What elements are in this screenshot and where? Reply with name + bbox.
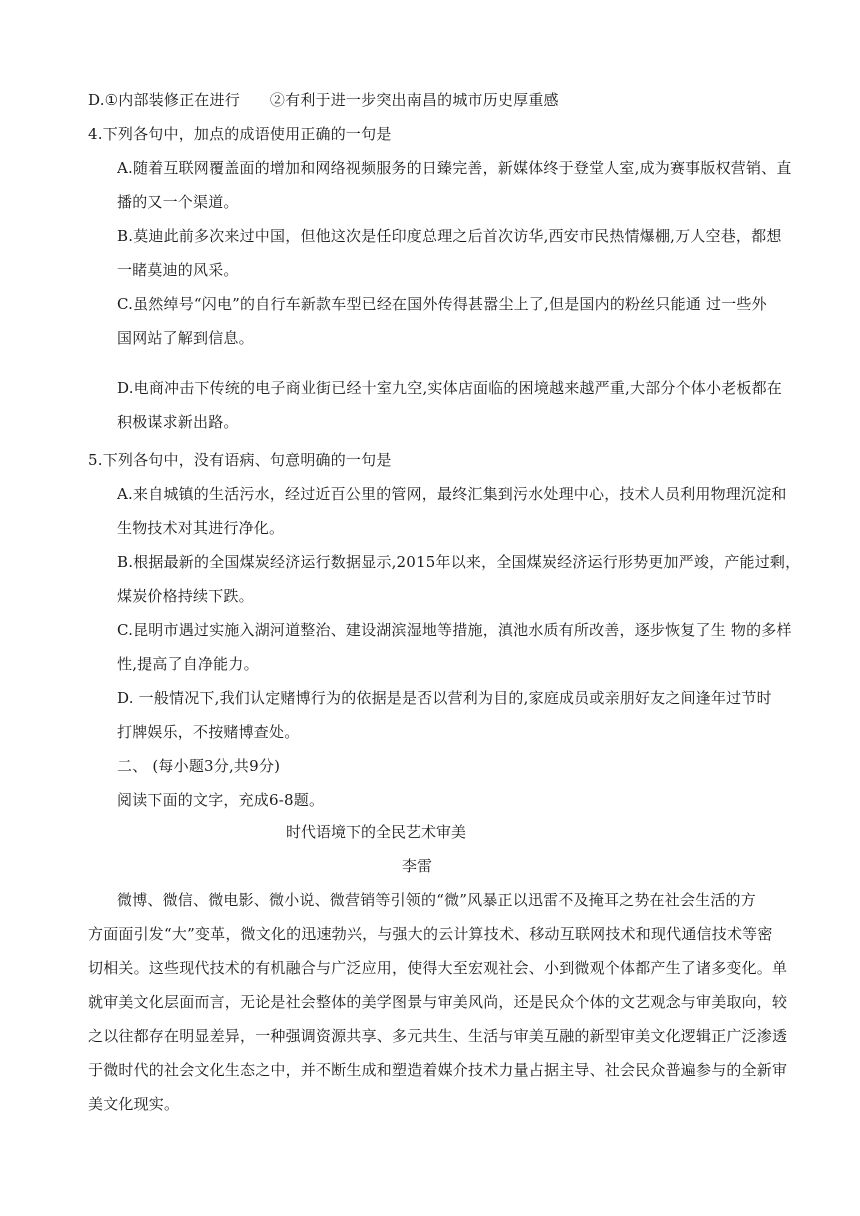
article-paragraph-line: 切相关。这些现代技术的有机融合与广泛应用，使得大至宏观社会、小到微观个体都产生了诸多变化。单	[88, 959, 788, 977]
q5-option-d-line1: D. 一般情况下,我们认定赌博行为的依据是是否以营利为目的,家庭成员或亲朋好友之间逢年过节时	[117, 689, 772, 707]
q4-option-a-line1: A.随着互联网覆盖面的增加和网络视频服务的日臻完善，新媒体终于登堂人室,成为赛事版权营销、直	[117, 159, 792, 177]
q5-option-b-line1: B.根据最新的全国煤炭经济运行数据显示,2015年以来，全国煤炭经济运行形势更加严竣，产能过剩，	[117, 553, 801, 571]
q5-stem: 5.下列各句中，没有语病、句意明确的一句是	[88, 451, 392, 469]
article-paragraph-line: 方面面引发“大”变革，微文化的迅速勃兴，与强大的云计算技术、移动互联网技术和现代通信技术等密	[88, 925, 773, 943]
q5-option-a-line1: A.来自城镇的生活污水，经过近百公里的管网，最终汇集到污水处理中心，技术人员利用物理沉淀和	[117, 485, 787, 503]
article-title: 时代语境下的全民艺术审美	[286, 823, 467, 841]
article-paragraph-line: 微博、微信、微电影、微小说、微营销等引领的“微”风暴正以迅雷不及掩耳之势在社会生活的方	[117, 891, 756, 909]
q5-option-a-line2: 生物技术对其进行净化。	[117, 519, 285, 537]
q4-option-b-line1: B.莫迪此前多次来过中国，但他这次是任印度总理之后首次访华,西安市民热情爆棚,万人空巷，都想	[117, 227, 782, 245]
article-author: 李雷	[402, 857, 433, 875]
article-paragraph-line: 美文化现实。	[88, 1095, 180, 1113]
q5-option-c-line1: C.昆明市遇过实施入湖河道整治、建设湖滨湿地等措施，滇池水质有所改善，逐步恢复了生 物的多样	[117, 621, 792, 639]
section2-heading: 二、 (每小题3分,共9分)	[117, 757, 281, 775]
q3-option-d	[88, 90, 559, 110]
article-paragraph-line: 于微时代的社会文化生态之中，并不断生成和塑造着媒介技术力量占据主导、社会民众普遍参与的全新审	[88, 1061, 788, 1079]
q4-stem: 4.下列各句中，加点的成语使用正确的一句是	[88, 125, 392, 143]
q3-option-d-part2: ②有利于进一步突出南昌的城市历史厚重感	[269, 91, 559, 109]
q4-option-c-line2: 国网站了解到信息。	[117, 329, 254, 347]
article-paragraph-line: 之以往都存在明显差异，一种强调资源共享、多元共生、生活与审美互融的新型审美文化逻辑正广泛渗透	[88, 1027, 788, 1045]
section2-instruction: 阅读下面的文字，充成6-8题。	[117, 791, 325, 809]
q4-option-d-line2: 积极谋求新出路。	[117, 413, 239, 431]
q3-option-d-part1: D.①内部装修正在进行	[88, 91, 240, 109]
article-paragraph-line: 就审美文化层面而言，无论是社会整体的美学图景与审美风尚，还是民众个体的文艺观念与审美取向，较	[88, 993, 788, 1011]
q5-option-d-line2: 打牌娱乐，不按赌博查处。	[117, 723, 300, 741]
q4-option-a-line2: 播的又一个渠道。	[117, 193, 239, 211]
q4-option-d-line1: D.电商冲击下传统的电子商业街已经十室九空,实体店面临的困境越来越严重,大部分个体小老板都在	[117, 379, 783, 397]
q4-option-b-line2: 一睹莫迪的风采。	[117, 261, 239, 279]
q4-option-c-line1: C.虽然绰号“闪电”的自行车新款车型已经在国外传得甚嚣尘上了,但是国内的粉丝只能通 过一些外	[117, 295, 767, 313]
q5-option-b-line2: 煤炭价格持续下跌。	[117, 587, 254, 605]
q5-option-c-line2: 性,提高了自净能力。	[117, 655, 259, 673]
